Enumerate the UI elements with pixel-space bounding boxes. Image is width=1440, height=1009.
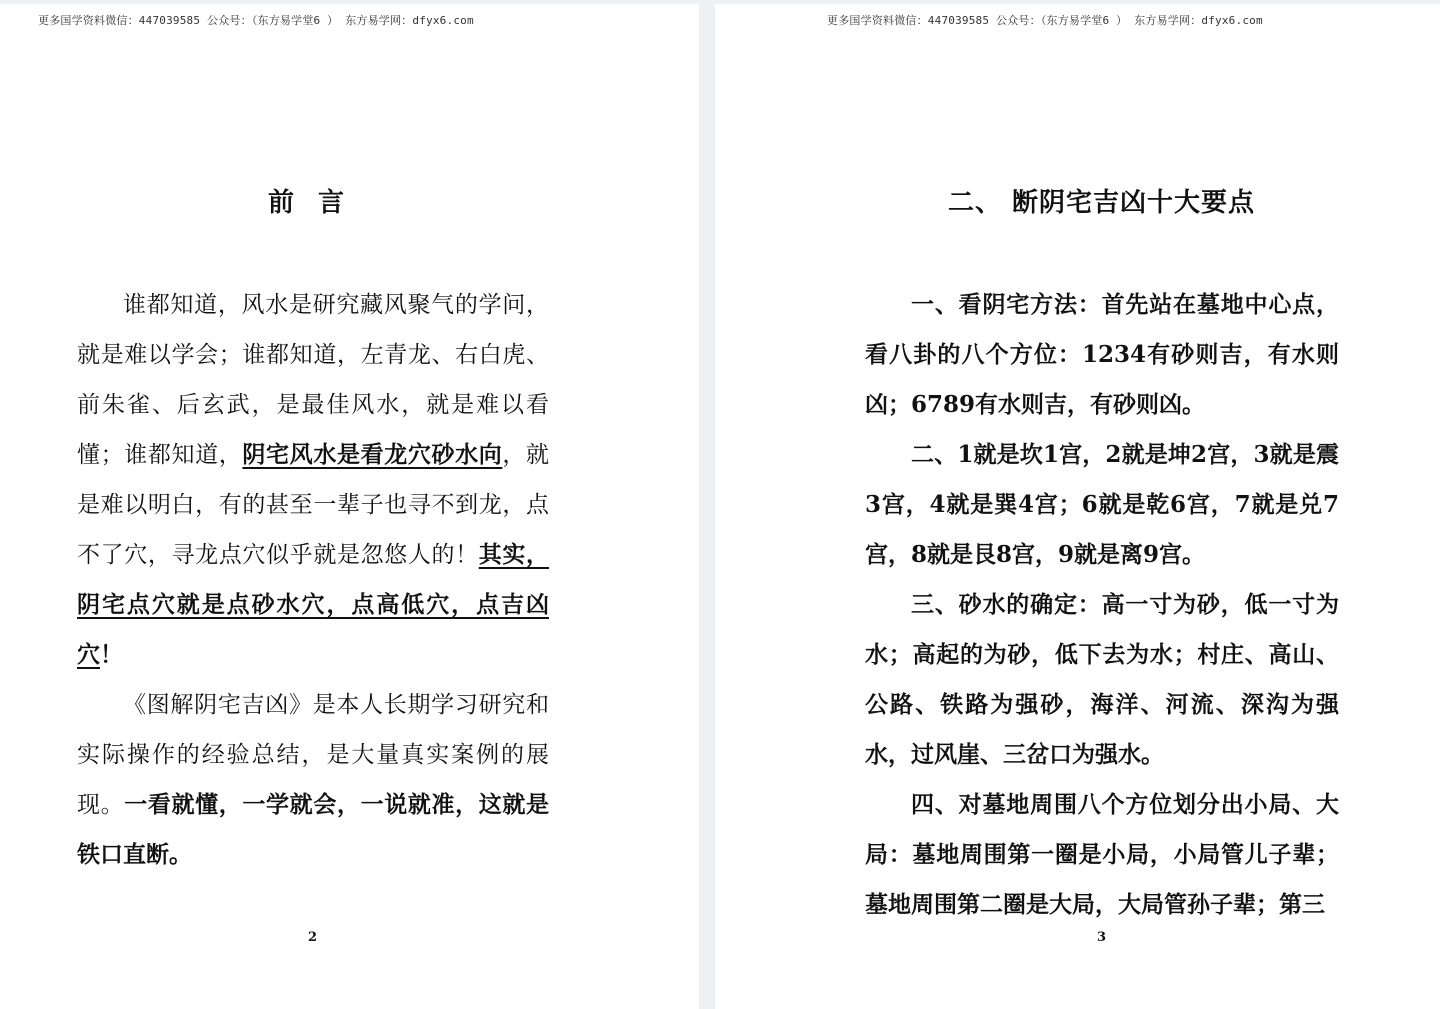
- underlined-phrase: 其实，阴宅点穴就是点砂水穴，点高低穴，点吉凶穴: [77, 541, 550, 668]
- page-3: [715, 4, 1440, 1009]
- page-title: 二、 断阴宅吉凶十大要点: [948, 188, 1256, 218]
- page-watermark: 更多国学资料微信：447039585 公众号：（东方易学堂6 ） 东方易学网：dfyx6.com: [38, 14, 474, 27]
- paragraph: [77, 280, 549, 680]
- page-title: 前言: [268, 188, 369, 218]
- text-run: ，就是难以明白，有的甚至一辈子也寻不到龙，点不了穴，寻龙点穴似乎就是忽悠人的！: [77, 442, 550, 568]
- paragraph: 四、对墓地周围八个方位划分出小局、大局：墓地周围第一圈是小局，小局管儿子辈；墓地周围第二圈是大局，大局管孙子辈；第三: [865, 791, 1339, 918]
- text-run: ！: [100, 641, 123, 668]
- paragraph: 二、1就是坎1宫，2就是坤2宫，3就是震3宫，4就是巽4宫；6就是乾6宫，7就是兑7宫，8就是艮8宫，9就是离9宫。: [865, 441, 1339, 568]
- bold-phrase: 一看就懂，一学就会，一说就准，这就是铁口直断。: [77, 791, 550, 868]
- page-watermark: 更多国学资料微信：447039585 公众号：（东方易学堂6 ） 东方易学网：dfyx6.com: [827, 14, 1263, 27]
- text-run: 谁都知道，风水是研究藏风聚气的学问，就是难以学会；谁都知道，左青龙、右白虎、前朱雀、后玄武，是最佳风水，就是难以看懂；谁都知道，: [77, 292, 549, 468]
- page-number: 3: [1097, 930, 1107, 945]
- page-2: [0, 4, 699, 1009]
- page-body: [865, 280, 1339, 930]
- text-run: 《图解阴宅吉凶》是本人长期学习研究和实际操作的经验总结，是大量真实案例的展现。: [77, 692, 549, 818]
- page-body: [77, 280, 549, 880]
- paragraph: 三、砂水的确定：高一寸为砂，低一寸为水；高起的为砂，低下去为水；村庄、高山、公路、铁路为强砂，海洋、河流、深沟为强水，过风崖、三岔口为强水。: [865, 591, 1339, 768]
- paragraph: 一、看阴宅方法：首先站在墓地中心点，看八卦的八个方位：1234有砂则吉，有水则凶；6789有水则吉，有砂则凶。: [865, 291, 1339, 418]
- underlined-phrase: 阴宅风水是看龙穴砂水向: [242, 441, 503, 468]
- paragraph: [77, 680, 549, 880]
- page-number: 2: [308, 930, 318, 945]
